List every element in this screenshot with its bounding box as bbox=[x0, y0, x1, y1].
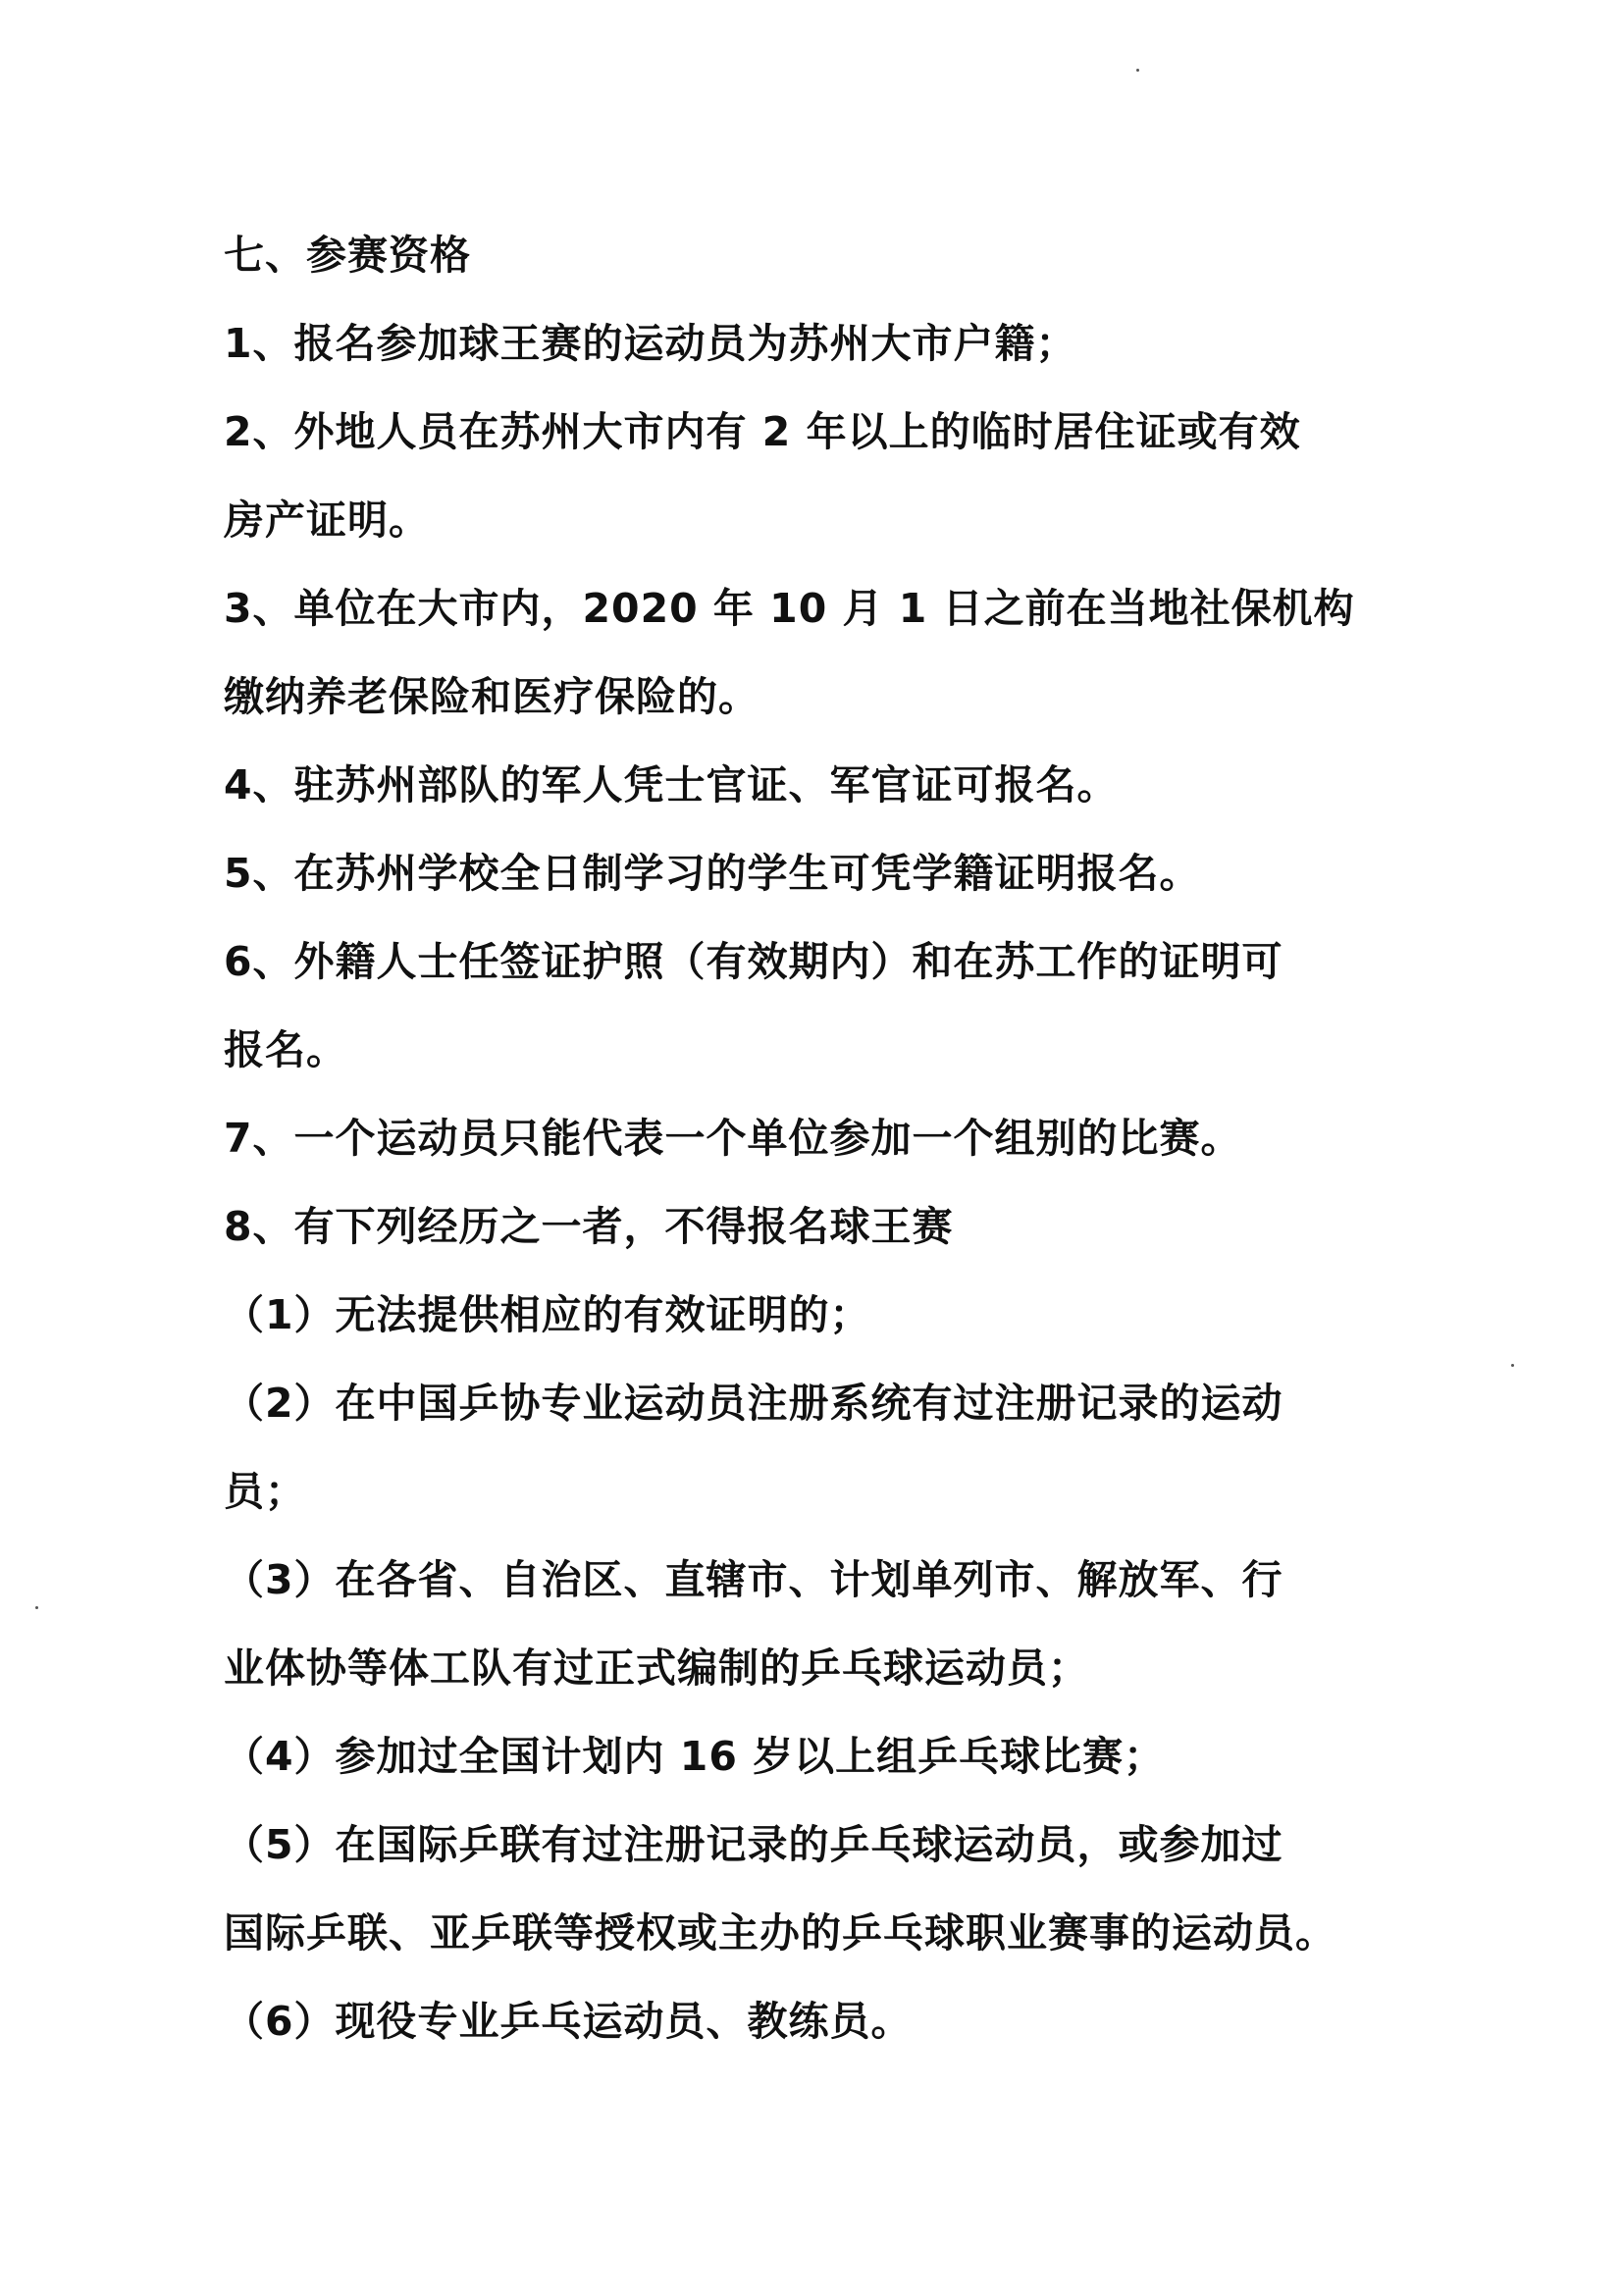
section-heading: 七、参赛资格 bbox=[224, 232, 471, 279]
text-line: （4）参加过全国计划内 16 岁以上组乒乓球比赛； bbox=[224, 1733, 1166, 1780]
scan-speck bbox=[1511, 1364, 1514, 1367]
scan-speck bbox=[1136, 69, 1139, 72]
text-line: （3）在各省、自治区、直辖市、计划单列市、解放军、行 bbox=[224, 1556, 1283, 1603]
text-line: （6）现役专业乒乓运动员、教练员。 bbox=[224, 1998, 913, 2045]
text-line: 国际乒联、亚乒联等授权或主办的乒乓球职业赛事的运动员。 bbox=[224, 1909, 1336, 1957]
text-line: （1）无法提供相应的有效证明的； bbox=[224, 1291, 871, 1338]
text-line: 缴纳养老保险和医疗保险的。 bbox=[224, 673, 759, 720]
text-line: 1、报名参加球王赛的运动员为苏州大市户籍； bbox=[224, 320, 1077, 367]
text-line: 6、外籍人士任签证护照（有效期内）和在苏工作的证明可 bbox=[224, 938, 1283, 985]
text-line: 4、驻苏州部队的军人凭士官证、军官证可报名。 bbox=[224, 761, 1119, 809]
scan-speck bbox=[35, 1606, 38, 1609]
text-line: 3、单位在大市内，2020 年 10 月 1 日之前在当地社保机构 bbox=[224, 585, 1355, 632]
text-line: 2、外地人员在苏州大市内有 2 年以上的临时居住证或有效 bbox=[224, 408, 1301, 455]
text-line: （2）在中国乒协专业运动员注册系统有过注册记录的运动 bbox=[224, 1380, 1283, 1427]
text-line: 业体协等体工队有过正式编制的乒乓球运动员； bbox=[224, 1644, 1089, 1692]
text-line: 员； bbox=[224, 1468, 306, 1515]
text-line: 7、一个运动员只能代表一个单位参加一个组别的比赛。 bbox=[224, 1115, 1242, 1162]
text-line: （5）在国际乒联有过注册记录的乒乓球运动员，或参加过 bbox=[224, 1821, 1283, 1868]
text-line: 8、有下列经历之一者，不得报名球王赛 bbox=[224, 1203, 954, 1250]
text-line: 房产证明。 bbox=[224, 496, 430, 544]
text-line: 5、在苏州学校全日制学习的学生可凭学籍证明报名。 bbox=[224, 850, 1201, 897]
text-line: 报名。 bbox=[224, 1026, 347, 1073]
